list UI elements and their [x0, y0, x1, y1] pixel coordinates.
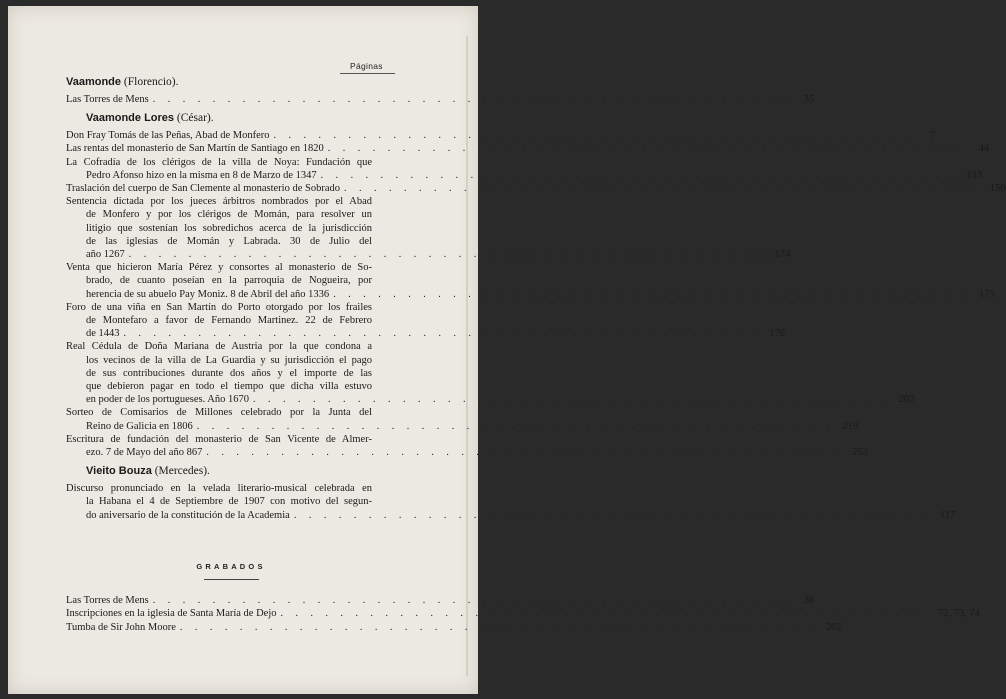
entry-line: [66, 208, 396, 221]
entry-text: que debieron pagar en todo el tiempo que dicha villa estuvo: [86, 381, 372, 393]
entry-text: Real Cédula de Doña Mariana de Austria por la que condona a: [66, 341, 372, 353]
entry-line: [66, 261, 396, 274]
entry-line: [66, 327, 786, 340]
entry-text: los vecinos de la villa de La Guardia y su jurisdicción el pago: [86, 354, 372, 366]
grabado-entry: [66, 594, 815, 607]
entry-text: año 1267: [86, 249, 125, 261]
entry-text: de Monfero y por los clérigos de Momán, para resolver un: [86, 209, 372, 221]
leader-dots: . . . . . . . . . . . . . . . . . . . . . . . . . . . . . . . . . . . . . . . . . . .: [196, 420, 835, 432]
leader-dots: . . . . . . . . . . . . . . . . . . . . . . . . . . . . . . . . . . . . . . . . . . .: [293, 509, 932, 521]
page-number: 35: [803, 94, 815, 105]
entry-text: Inscripciones en la iglesia de Santa María de Dejo: [66, 608, 277, 620]
spacer: [66, 522, 396, 560]
entry-line: [66, 433, 396, 446]
entry-text: Discurso pronunciado en la velada literario-musical celebrada en: [66, 483, 372, 495]
entry-line: [66, 93, 815, 106]
entry-text: Reino de Galicia en 1806: [86, 420, 193, 432]
entry-line: [66, 354, 396, 367]
entry-line: [66, 420, 859, 433]
grabado-entry: [66, 607, 981, 620]
author-heading: [66, 111, 396, 125]
index-entry: [66, 261, 995, 301]
entry-line: [66, 482, 396, 495]
entry-text: Escritura de fundación del monasterio de San Vicente de Almer-: [66, 433, 372, 445]
page-number: 252: [852, 447, 868, 459]
author-given-name: (Florencio).: [121, 76, 179, 88]
entry-text: de sus contribuciones durante dos años y el importe de las: [86, 367, 372, 379]
leader-dots: . . . . . . . . . . . . . . . . . . . . . . . . . . . . . . . . . . . . . . . . . . .: [253, 394, 891, 406]
entry-line: [66, 446, 868, 459]
index-entry: [66, 301, 786, 341]
entry-text: Las rentas del monasterio de San Martín de Santiago en 1820: [66, 143, 324, 155]
entry-text: Venta que hicieron María Pérez y consortes al monasterio de So-: [66, 262, 372, 274]
leader-dots: . . . . . . . . . . . . . . . . . . . . . . . . . . . . . . . . . . . . . . . . . . .: [327, 143, 966, 155]
leader-dots: . . . . . . . . . . . . . . . . . . . . . . . . . . . . . . . . . . . . . . . . . . .: [344, 183, 982, 195]
leader-dots: . . . . . . . . . . . . . . . . . . . . . . . . . . . . . . . . . . . . . . . . . . .: [320, 169, 959, 181]
grabados-title: GRABADOS: [196, 561, 266, 571]
index-entry: [66, 406, 859, 432]
index-entry: [66, 182, 1006, 195]
entry-text: Tumba de Sir John Moore: [66, 621, 176, 633]
entry-text: Don Fray Tomás de las Peñas, Abad de Monfero: [66, 130, 270, 142]
page-number: 150: [989, 183, 1006, 195]
leader-dots: . . . . . . . . . . . . . . . . . . . . . . . . . . . . . . . . . . . . . . . . . . .: [123, 328, 762, 340]
entry-text: ezo. 7 de Mayo del año 867: [86, 447, 203, 459]
entry-text: Pedro Afonso hizo en la misma en 8 de Marzo de 1347: [86, 169, 317, 181]
index-content: [66, 70, 1006, 634]
page-number: 7: [929, 130, 935, 142]
page-number: 36: [803, 595, 815, 607]
entry-text: Sentencia dictada por los jueces árbitros nombrados por el Abad: [66, 196, 372, 208]
entry-text: Las Torres de Mens: [66, 595, 149, 607]
page-number: 72, 73, 74: [938, 608, 981, 620]
entry-line: [66, 156, 396, 169]
entry-line: [66, 314, 396, 327]
page-number: 133: [966, 169, 983, 181]
index-entry: [66, 93, 815, 106]
entry-line: [66, 235, 396, 248]
page-number: 117: [939, 509, 956, 521]
leader-dots: . . . . . . . . . . . . . . . . . . . . . . . . . . . . . . . . . . . . . . . . . . .: [128, 249, 767, 261]
entry-text: brado, de cuanto poseían en la parroquia de Nogueira, por: [86, 275, 372, 287]
page-column-header: Páginas: [350, 61, 383, 71]
entry-text: Foro de una viña en San Martín do Porto otorgado por los frailes: [66, 301, 372, 313]
page-number: 44: [978, 143, 990, 155]
entry-text: do aniversario de la constitución de la Academia: [86, 509, 290, 521]
grabados-rule: [204, 579, 259, 580]
leader-dots: . . . . . . . . . . . . . . . . . . . . . . . . . . . . . . . . . . . . . . . . . . .: [273, 130, 911, 142]
grabados-list: [66, 594, 981, 634]
entry-line: [66, 393, 915, 406]
author-surname: Vaamonde: [66, 76, 122, 88]
entry-line: [66, 495, 396, 508]
author-list: [66, 75, 1006, 522]
index-entry: [66, 433, 868, 459]
entry-line: [66, 340, 396, 353]
leader-dots: . . . . . . . . . . . . . . . . . . . . . . . . . . . . . . . . . . . . . . . . . . .: [152, 595, 791, 607]
page-number: 176: [769, 328, 786, 340]
leader-dots: . . . . . . . . . . . . . . . . . . . . . . . . . . . . . . . . . . . . . . . . . . .: [280, 608, 919, 620]
page-number: 175: [978, 288, 995, 300]
leader-dots: . . . . . . . . . . . . . . . . . . . . . . . . . . . . . . . . . . . . . . . . . . .: [333, 288, 971, 300]
author-surname: Vaamonde Lores: [86, 112, 175, 125]
entry-line: [66, 367, 396, 380]
entry-line: [66, 169, 983, 182]
page-number: 202: [898, 394, 915, 406]
leader-dots: . . . . . . . . . . . . . . . . . . . . . . . . . . . . . . . . . . . . . . . . . . .: [152, 94, 791, 105]
author-heading: [66, 464, 396, 478]
leader-dots: . . . . . . . . . . . . . . . . . . . . . . . . . . . . . . . . . . . . . . . . . . .: [206, 447, 844, 459]
entry-text: herencia de su abuelo Pay Moniz. 8 de Abril del año 1336: [86, 288, 330, 300]
entry-text: la Habana el 4 de Septiembre de 1907 con motivo del segun-: [86, 496, 372, 508]
page-number: 219: [842, 420, 859, 432]
index-entry: [66, 195, 791, 261]
entry-text: de 1443: [86, 328, 120, 340]
index-entry: [66, 482, 956, 522]
index-entry: [66, 142, 990, 155]
entry-line: [66, 288, 995, 301]
entry-line: [66, 406, 396, 419]
entry-text: de las iglesias de Momán y Labrada. 30 de Julio del: [86, 235, 372, 247]
author-surname: Vieito Bouza: [86, 465, 152, 478]
index-entry: [66, 156, 983, 182]
page-number: 174: [774, 249, 791, 261]
entry-text: de Montefaro a favor de Fernando Martinez. 22 de Febrero: [86, 315, 372, 327]
entry-line: [66, 195, 396, 208]
entry-line: [66, 182, 1006, 195]
entry-text: Sorteo de Comisarios de Millones celebrado por la Junta del: [66, 407, 372, 419]
leader-dots: . . . . . . . . . . . . . . . . . . . . . . . . . . . . . . . . . . . . . . . . . . .: [179, 621, 818, 633]
entry-text: Traslación del cuerpo de San Clemente al monasterio de Sobrado: [66, 183, 340, 195]
entry-line: [66, 380, 396, 393]
entry-line: [66, 222, 396, 235]
entry-text: litigio que sostenían los sobredichos acerca de la jurisdicción: [86, 222, 372, 234]
author-given-name: (César).: [174, 112, 214, 125]
entry-line: [66, 248, 791, 261]
grabado-entry: [66, 621, 842, 634]
book-page: [8, 6, 1006, 694]
index-entry: [66, 340, 915, 406]
entry-text: Las Torres de Mens: [66, 94, 149, 105]
entry-line: [66, 301, 396, 314]
index-entry: [66, 129, 935, 142]
entry-line: [66, 129, 935, 142]
page-number: 262: [825, 621, 842, 633]
entry-text: en poder de los portugueses. Año 1670: [86, 394, 250, 406]
author-given-name: (Mercedes).: [151, 465, 210, 478]
entry-line: [66, 142, 990, 155]
entry-text: La Cofradía de los clérigos de la villa de Noya: Fundación que: [66, 156, 372, 168]
author-heading: [66, 75, 396, 89]
entry-line: [66, 509, 956, 522]
entry-line: [66, 274, 396, 287]
